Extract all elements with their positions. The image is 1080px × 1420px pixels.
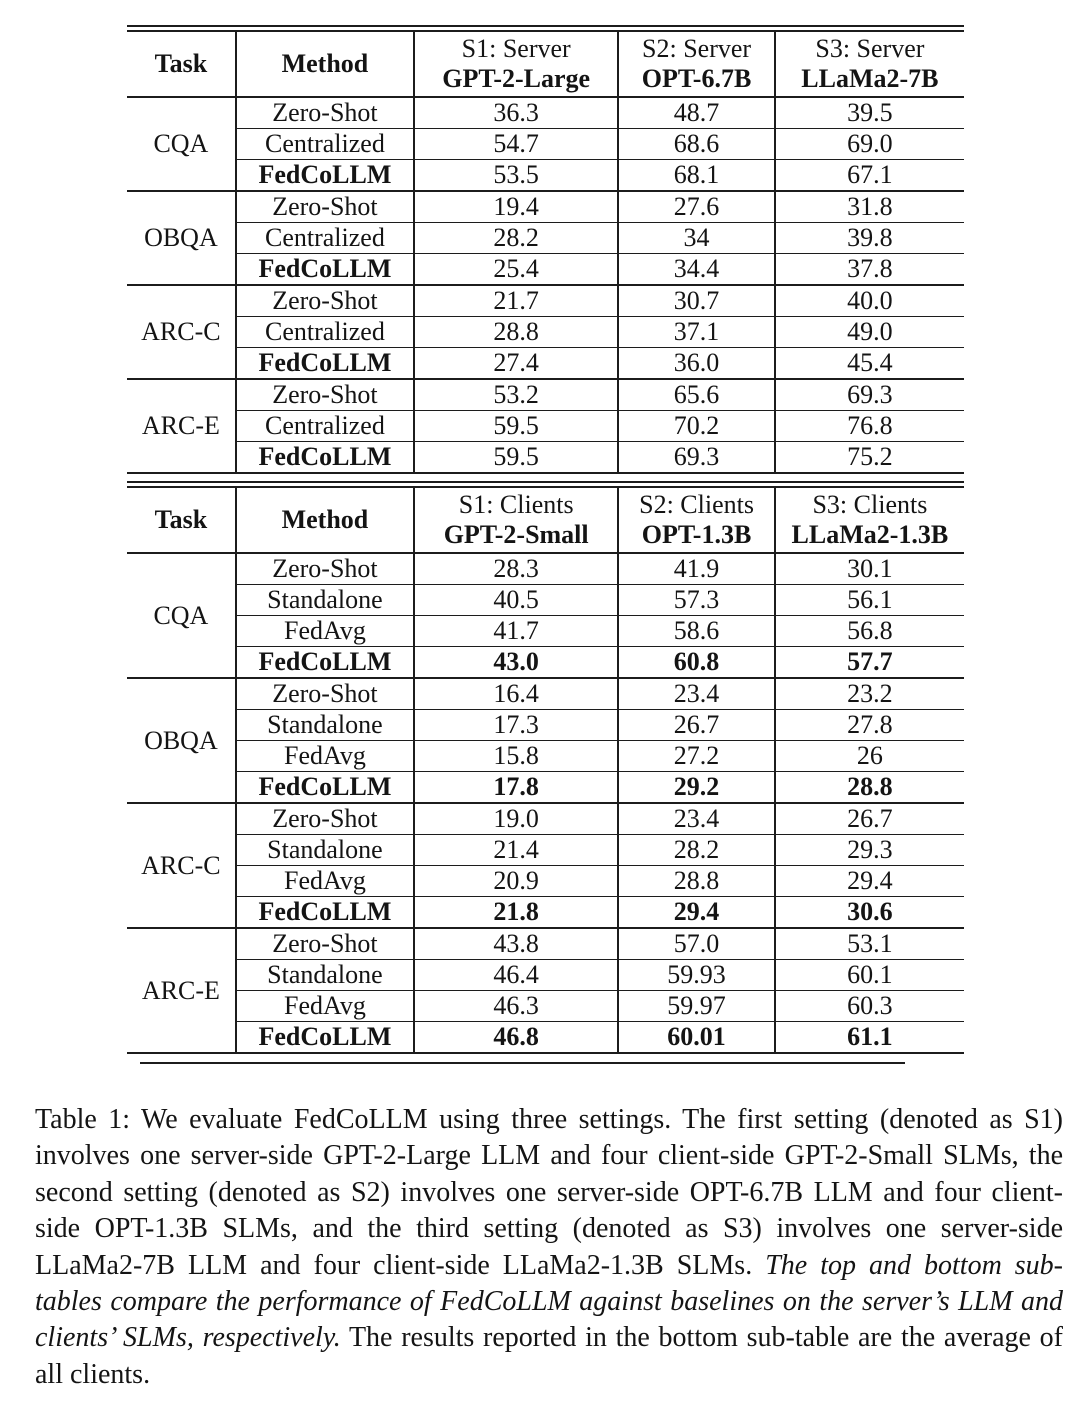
value-cell: 17.8 [414,772,618,804]
method-cell: Zero-Shot [236,678,414,710]
value-cell: 26.7 [618,710,775,741]
method-cell: FedCoLLM [236,442,414,474]
value-cell: 21.8 [414,897,618,929]
value-cell: 39.8 [775,223,964,254]
table1-top-rule [127,25,964,32]
value-cell: 43.8 [414,928,618,960]
col-header-s3-model: LLaMa2-1.3B [791,520,949,549]
value-cell: 37.1 [618,317,775,348]
table-row [127,97,964,129]
value-cell: 29.3 [775,835,964,866]
table-row [127,928,964,960]
table-row [127,585,964,616]
col-header-s1-model: GPT-2-Small [443,520,589,549]
col-header-s2-setting: S2: Server [642,34,752,63]
value-cell: 58.6 [618,616,775,647]
col-header-s3-clients [775,488,964,553]
value-cell: 25.4 [414,254,618,286]
value-cell: 40.0 [775,285,964,317]
task-cell: CQA [127,553,236,678]
value-cell: 27.4 [414,348,618,380]
task-cell: ARC-E [127,379,236,473]
table-header-row [127,32,964,97]
method-cell: FedCoLLM [236,160,414,192]
method-cell: FedAvg [236,741,414,772]
value-cell: 53.2 [414,379,618,411]
caption-text-italic: The top and bottom sub-tables compare the performance of FedCoLLM against baselines on the server’s LLM and clients’ SLMs, respectively. [35,1249,1064,1354]
value-cell: 37.8 [775,254,964,286]
col-header-s2-setting: S2: Clients [639,490,754,519]
table-row [127,897,964,929]
table-row [127,411,964,442]
value-cell: 28.3 [414,553,618,585]
value-cell: 60.8 [618,647,775,679]
value-cell: 23.4 [618,678,775,710]
method-cell: Zero-Shot [236,97,414,129]
task-cell: CQA [127,97,236,191]
value-cell: 56.8 [775,616,964,647]
value-cell: 31.8 [775,191,964,223]
table-row [127,442,964,474]
method-cell: Centralized [236,223,414,254]
col-header-s2-model: OPT-6.7B [641,64,752,93]
value-cell: 69.3 [618,442,775,474]
table-row [127,160,964,192]
table-row [127,1022,964,1054]
value-cell: 15.8 [414,741,618,772]
col-header-s1-clients [414,488,618,553]
value-cell: 16.4 [414,678,618,710]
table-row [127,285,964,317]
value-cell: 46.4 [414,960,618,991]
value-cell: 60.01 [618,1022,775,1054]
value-cell: 21.4 [414,835,618,866]
value-cell: 53.1 [775,928,964,960]
value-cell: 23.2 [775,678,964,710]
value-cell: 41.9 [618,553,775,585]
col-header-task: Task [127,488,236,553]
value-cell: 54.7 [414,129,618,160]
value-cell: 30.7 [618,285,775,317]
col-header-s1-model: GPT-2-Large [442,64,591,93]
col-header-method: Method [236,32,414,97]
value-cell: 60.1 [775,960,964,991]
value-cell: 57.0 [618,928,775,960]
value-cell: 76.8 [775,411,964,442]
value-cell: 41.7 [414,616,618,647]
value-cell: 17.3 [414,710,618,741]
value-cell: 34.4 [618,254,775,286]
value-cell: 69.3 [775,379,964,411]
value-cell: 68.6 [618,129,775,160]
table-row [127,317,964,348]
value-cell: 56.1 [775,585,964,616]
method-cell: Centralized [236,129,414,160]
task-cell: ARC-E [127,928,236,1053]
value-cell: 30.6 [775,897,964,929]
value-cell: 26 [775,741,964,772]
method-cell: FedAvg [236,616,414,647]
value-cell: 19.4 [414,191,618,223]
table-bottom-rule [140,1062,905,1064]
table-row [127,710,964,741]
task-cell: OBQA [127,191,236,285]
clients-subtable [127,488,964,1054]
value-cell: 30.1 [775,553,964,585]
col-header-s1-setting: S1: Server [461,34,571,63]
value-cell: 59.5 [414,411,618,442]
value-cell: 57.7 [775,647,964,679]
table-row [127,741,964,772]
col-header-s3-setting: S3: Clients [812,490,928,519]
value-cell: 68.1 [618,160,775,192]
col-header-method: Method [236,488,414,553]
method-cell: FedCoLLM [236,348,414,380]
method-cell: Standalone [236,960,414,991]
col-header-s2-clients [618,488,775,553]
server-subtable [127,32,964,474]
value-cell: 75.2 [775,442,964,474]
value-cell: 48.7 [618,97,775,129]
table-row [127,191,964,223]
value-cell: 27.2 [618,741,775,772]
value-cell: 29.4 [618,897,775,929]
table-row [127,991,964,1022]
method-cell: FedCoLLM [236,897,414,929]
table-row [127,553,964,585]
value-cell: 43.0 [414,647,618,679]
value-cell: 27.8 [775,710,964,741]
method-cell: Zero-Shot [236,803,414,835]
value-cell: 53.5 [414,160,618,192]
method-cell: FedAvg [236,991,414,1022]
value-cell: 40.5 [414,585,618,616]
value-cell: 23.4 [618,803,775,835]
method-cell: Zero-Shot [236,553,414,585]
col-header-s3-model: LLaMa2-7B [801,64,939,93]
method-cell: FedCoLLM [236,1022,414,1054]
col-header-s3-setting: S3: Server [815,34,925,63]
value-cell: 34 [618,223,775,254]
task-cell: OBQA [127,678,236,803]
method-cell: Centralized [236,317,414,348]
value-cell: 27.6 [618,191,775,223]
table2-top-rule [127,481,964,488]
method-cell: Zero-Shot [236,285,414,317]
col-header-task: Task [127,32,236,97]
table-row [127,223,964,254]
value-cell: 28.2 [414,223,618,254]
caption-text-2: The results reported in the bottom sub-table are the average of all clients. [35,1322,1063,1390]
method-cell: Standalone [236,835,414,866]
col-header-s1-server [414,32,618,97]
method-cell: Zero-Shot [236,379,414,411]
task-cell: ARC-C [127,803,236,928]
value-cell: 59.5 [414,442,618,474]
method-cell: Standalone [236,585,414,616]
value-cell: 19.0 [414,803,618,835]
value-cell: 20.9 [414,866,618,897]
table-row [127,678,964,710]
value-cell: 39.5 [775,97,964,129]
value-cell: 26.7 [775,803,964,835]
value-cell: 29.4 [775,866,964,897]
caption-label: Table 1: [35,1104,131,1135]
value-cell: 28.8 [775,772,964,804]
method-cell: FedCoLLM [236,772,414,804]
value-cell: 65.6 [618,379,775,411]
value-cell: 28.8 [414,317,618,348]
value-cell: 28.8 [618,866,775,897]
table-caption [35,1102,1063,1393]
value-cell: 28.2 [618,835,775,866]
table-row [127,348,964,380]
method-cell: Standalone [236,710,414,741]
table-row [127,616,964,647]
table-row [127,835,964,866]
table-header-row [127,488,964,553]
task-cell: ARC-C [127,285,236,379]
col-header-s2-server [618,32,775,97]
value-cell: 36.3 [414,97,618,129]
value-cell: 61.1 [775,1022,964,1054]
method-cell: Centralized [236,411,414,442]
method-cell: Zero-Shot [236,191,414,223]
table-row [127,647,964,679]
table-row [127,803,964,835]
value-cell: 67.1 [775,160,964,192]
table-row [127,254,964,286]
value-cell: 46.8 [414,1022,618,1054]
value-cell: 57.3 [618,585,775,616]
table-row [127,379,964,411]
table-row [127,866,964,897]
method-cell: FedAvg [236,866,414,897]
col-header-s1-setting: S1: Clients [458,490,574,519]
value-cell: 46.3 [414,991,618,1022]
table-row [127,960,964,991]
value-cell: 45.4 [775,348,964,380]
col-header-s3-server [775,32,964,97]
value-cell: 36.0 [618,348,775,380]
results-table-block [127,25,964,1064]
method-cell: Zero-Shot [236,928,414,960]
value-cell: 60.3 [775,991,964,1022]
value-cell: 49.0 [775,317,964,348]
value-cell: 59.93 [618,960,775,991]
value-cell: 29.2 [618,772,775,804]
value-cell: 69.0 [775,129,964,160]
method-cell: FedCoLLM [236,647,414,679]
value-cell: 59.97 [618,991,775,1022]
method-cell: FedCoLLM [236,254,414,286]
table-row [127,129,964,160]
value-cell: 70.2 [618,411,775,442]
table-row [127,772,964,804]
value-cell: 21.7 [414,285,618,317]
col-header-s2-model: OPT-1.3B [641,520,752,549]
caption-text-1: We evaluate FedCoLLM using three settings. The first setting (denoted as S1) involves one server-side GPT-2-Large LLM and four client-side GPT-2-Small SLMs, the second setting (denoted as S2) involves one server-side OPT-6.7B LLM and four client-side OPT-1.3B SLMs, and the third setting (denoted as S3) involves one server-side LLaMa2-7B LLM and four client-side LLaMa2-1.3B SLMs. [35,1104,1064,1281]
